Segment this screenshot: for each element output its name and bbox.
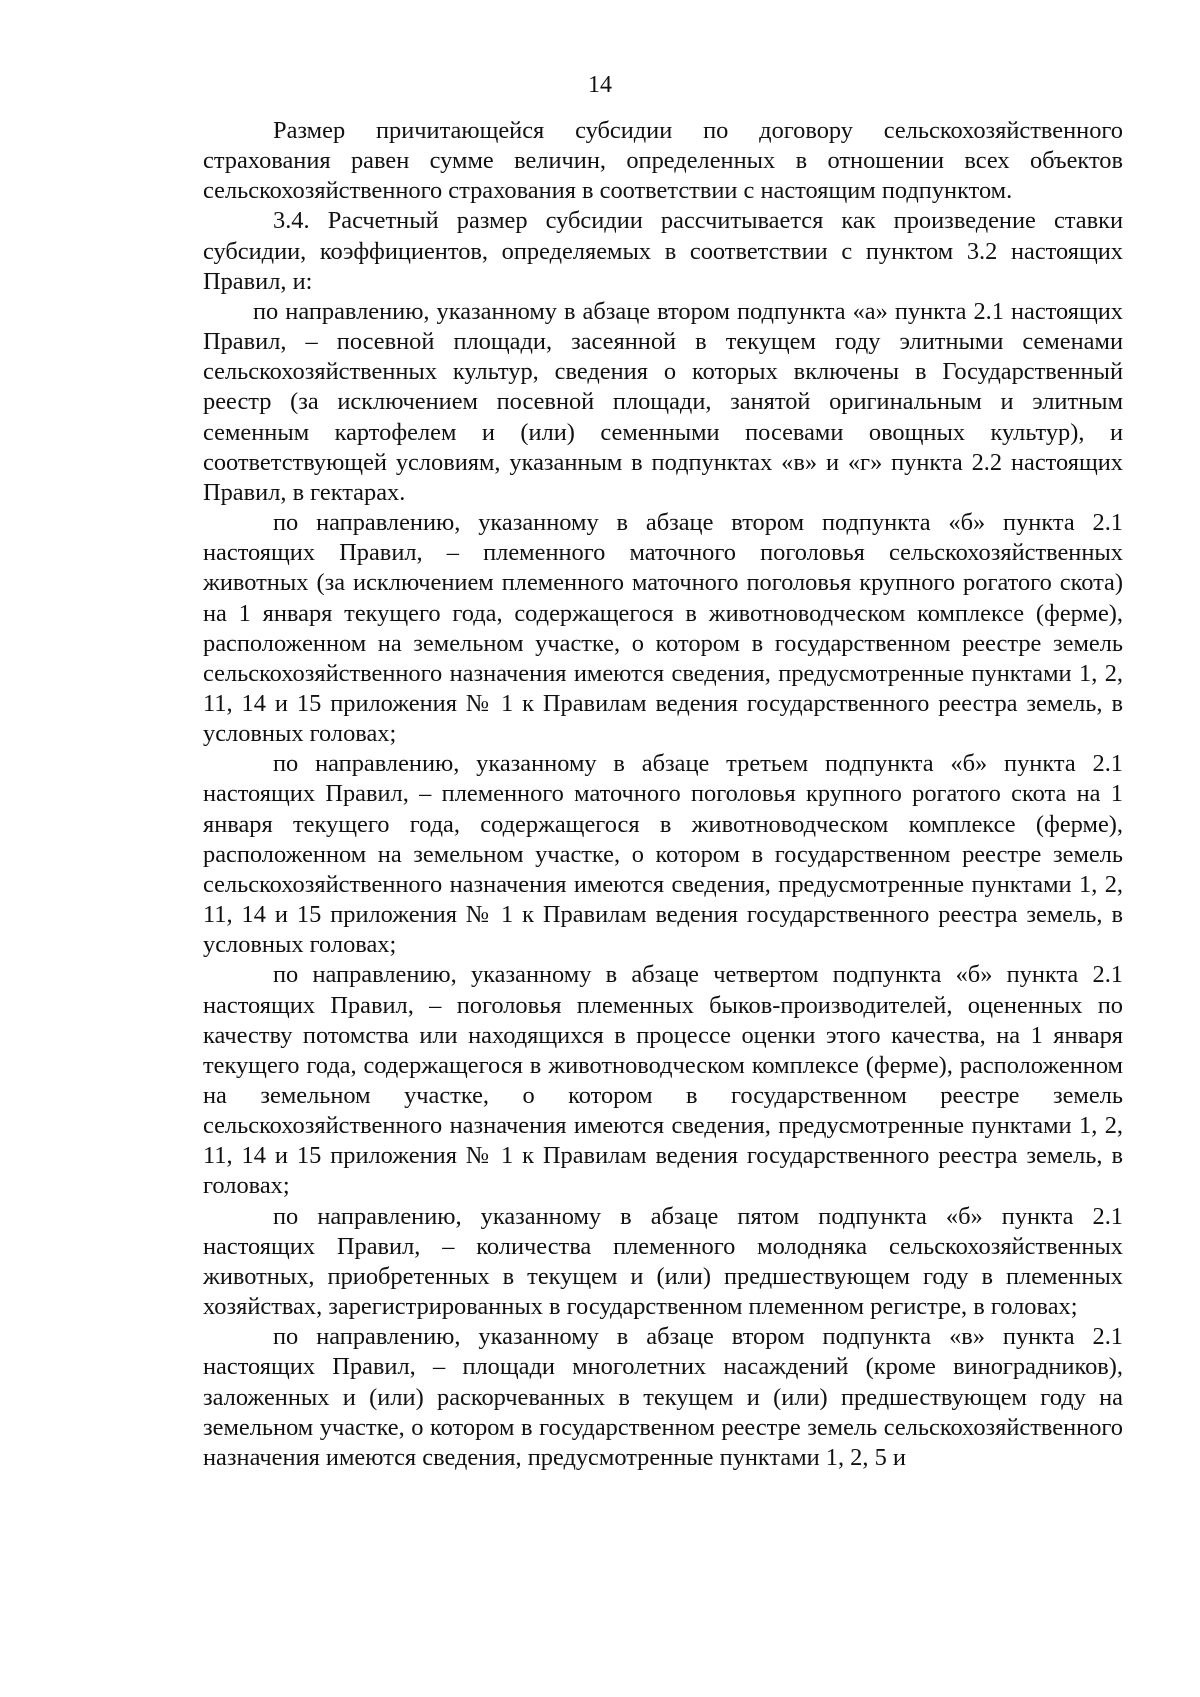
paragraph-direction-v-perennials: по направлению, указанному в абзаце втором подпункта «в» пункта 2.1 настоящих Правил, – площади многолетних насаждений (кроме виноградников), заложенных и (или) раскорчеванных в текущем и (или) предшествующем году на земельном участке, о котором в государственном реестре земель сельскохозяйственного назначения имеются сведения, предусмотренные пунктами 1, 2, 5 и	[203, 1323, 1123, 1471]
paragraph-direction-b-bulls: по направлению, указанному в абзаце четвертом подпункта «б» пункта 2.1 настоящих Правил, – поголовья племенных быков-производителей, оцененных по качеству потомства или находящихся в процессе оценки этого качества, на 1 января текущего года, содержащегося в животноводческом комплексе (ферме), расположенном на земельном участке, о котором в государственном реестре земель сельскохозяйственного назначения имеются сведения, предусмотренные пунктами 1, 2, 11, 14 и 15 приложения № 1 к Правилам ведения государственного реестра земель, в головах;	[203, 961, 1123, 1200]
paragraph-direction-a-seeds: по направлению, указанному в абзаце втором подпункта «а» пункта 2.1 настоящих Правил, – посевной площади, засеянной в текущем году элитными семенами сельскохозяйственных культур, сведения о которых включены в Государственный реестр (за исключением посевной площади, занятой оригинальным и элитным семенным картофелем и (или) семенными посевами овощных культур), и соответствующей условиям, указанным в подпунктах «в» и «г» пункта 2.2 настоящих Правил, в гектарах.	[203, 297, 1123, 506]
paragraph-3-4: 3.4. Расчетный размер субсидии рассчитывается как произведение ставки субсидии, коэффициентов, определяемых в соответствии с пунктом 3.2 настоящих Правил, и:	[203, 207, 1123, 295]
paragraph-direction-b-cattle: по направлению, указанному в абзаце третьем подпункта «б» пункта 2.1 настоящих Правил, – племенного маточного поголовья крупного рогатого скота на 1 января текущего года, содержащегося в животноводческом комплексе (ферме), расположенном на земельном участке, о котором в государственном реестре земель сельскохозяйственного назначения имеются сведения, предусмотренные пунктами 1, 2, 11, 14 и 15 приложения № 1 к Правилам ведения государственного реестра земель, в условных головах;	[203, 750, 1123, 959]
page-number: 14	[588, 72, 612, 98]
document-body	[203, 116, 1123, 1473]
paragraph-direction-b-livestock: по направлению, указанному в абзаце втором подпункта «б» пункта 2.1 настоящих Правил, – племенного маточного поголовья сельскохозяйственных животных (за исключением племенного маточного поголовья крупного рогатого скота) на 1 января текущего года, содержащегося в животноводческом комплексе (ферме), расположенном на земельном участке, о котором в государственном реестре земель сельскохозяйственного назначения имеются сведения, предусмотренные пунктами 1, 2, 11, 14 и 15 приложения № 1 к Правилам ведения государственного реестра земель, в условных головах;	[203, 509, 1123, 748]
paragraph-insurance-subsidy-total: Размер причитающейся субсидии по договору сельскохозяйственного страхования равен сумме величин, определенных в отношении всех объектов сельскохозяйственного страхования в соответствии с настоящим подпунктом.	[203, 117, 1123, 205]
paragraph-direction-b-young-stock: по направлению, указанному в абзаце пятом подпункта «б» пункта 2.1 настоящих Правил, – количества племенного молодняка сельскохозяйственных животных, приобретенных в текущем и (или) предшествующем году в племенных хозяйствах, зарегистрированных в государственном племенном регистре, в головах;	[203, 1202, 1123, 1321]
